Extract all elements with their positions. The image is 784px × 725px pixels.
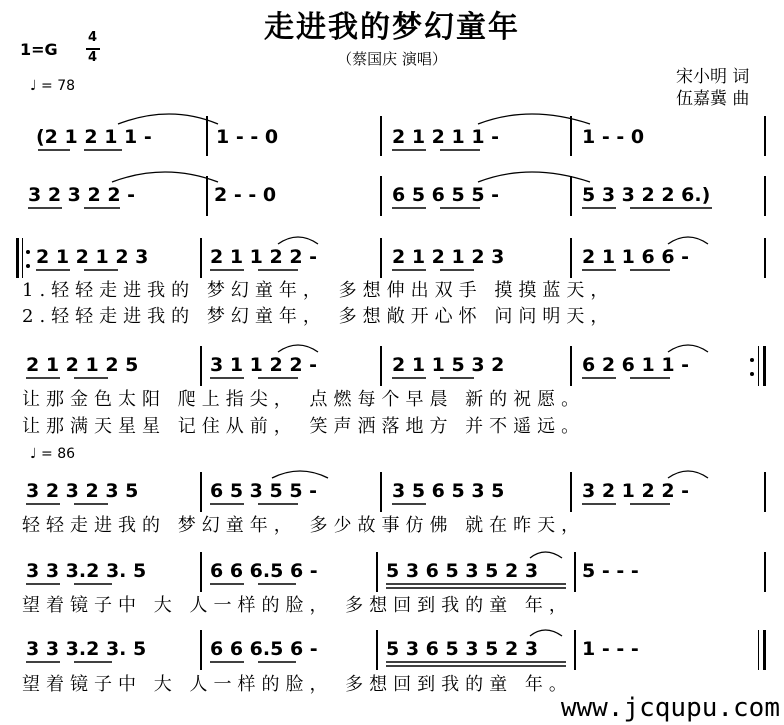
tempo-marking-1: ♩ = 78: [30, 78, 76, 94]
measure: 3 2 3 2 2 -: [28, 184, 136, 206]
composer-credit: 伍嘉冀 曲: [676, 89, 750, 109]
measure: 6 6 6.5 6 -: [210, 638, 318, 660]
measure: 3 1 1 2 2 -: [210, 354, 318, 376]
measure: 3 2 3 2 3 5: [26, 480, 139, 502]
subtitle: （蔡国庆 演唱）: [337, 50, 447, 68]
lyric-line: 2.轻轻走进我的 梦幻童年， 多想敞开心怀 问问明天，: [22, 306, 615, 327]
measure: 2 1 1 2 2 -: [210, 246, 318, 268]
lyric-line: 轻轻走进我的 梦幻童年， 多少故事仿佛 就在昨天，: [22, 515, 586, 536]
measure: (2 1 2 1 1 -: [36, 126, 152, 148]
measure: 6 5 3 5 5 -: [210, 480, 318, 502]
measure: 1 - - -: [582, 638, 639, 660]
measure: 3 5 6 5 3 5: [392, 480, 505, 502]
measure: 2 1 2 1 2 5: [26, 354, 139, 376]
measure: 3 2 1 2 2 -: [582, 480, 690, 502]
measure: 3 3 3.2 3. 5: [26, 560, 147, 582]
lyric-line: 望着镜子中 大 人一样的脸， 多想回到我的童 年。: [22, 674, 573, 695]
lyric-line: 让那金色太阳 爬上指尖， 点燃每个早晨 新的祝愿。: [22, 389, 586, 410]
tempo-marking-2: ♩ = 86: [30, 446, 76, 462]
measure: 5 3 3 2 2 6.): [582, 184, 711, 206]
measure: 6 2 6 1 1 -: [582, 354, 690, 376]
measure: 2 1 2 1 1 -: [392, 126, 500, 148]
song-title: 走进我的梦幻童年: [264, 10, 520, 45]
measure: 2 1 2 1 2 3: [36, 246, 149, 268]
measure: 2 1 1 5 3 2: [392, 354, 505, 376]
measure: 1 - - 0: [216, 126, 279, 148]
measure: 5 - - -: [582, 560, 639, 582]
measure: 5 3 6 5 3 5 2 3: [386, 560, 539, 582]
measure: 2 1 1 6 6 -: [582, 246, 690, 268]
site-watermark: www.jcqupu.com: [560, 693, 780, 723]
lyricist-credit: 宋小明 词: [676, 67, 750, 87]
measure: 1 - - 0: [582, 126, 645, 148]
measure: 2 1 2 1 2 3: [392, 246, 505, 268]
lyric-line: 望着镜子中 大 人一样的脸， 多想回到我的童 年，: [22, 595, 573, 616]
lyric-line: 让那满天星星 记住从前， 笑声洒落地方 并不遥远。: [22, 416, 586, 437]
key-signature: 1=G: [20, 40, 58, 59]
lyric-line: 1.轻轻走进我的 梦幻童年， 多想伸出双手 摸摸蓝天，: [22, 280, 615, 301]
measure: 6 6 6.5 6 -: [210, 560, 318, 582]
measure: 2 - - 0: [214, 184, 277, 206]
time-sig-bottom: 4: [88, 50, 98, 65]
time-sig-top: 4: [88, 30, 98, 45]
measure: 3 3 3.2 3. 5: [26, 638, 147, 660]
measure: 6 5 6 5 5 -: [392, 184, 500, 206]
measure: 5 3 6 5 3 5 2 3: [386, 638, 539, 660]
